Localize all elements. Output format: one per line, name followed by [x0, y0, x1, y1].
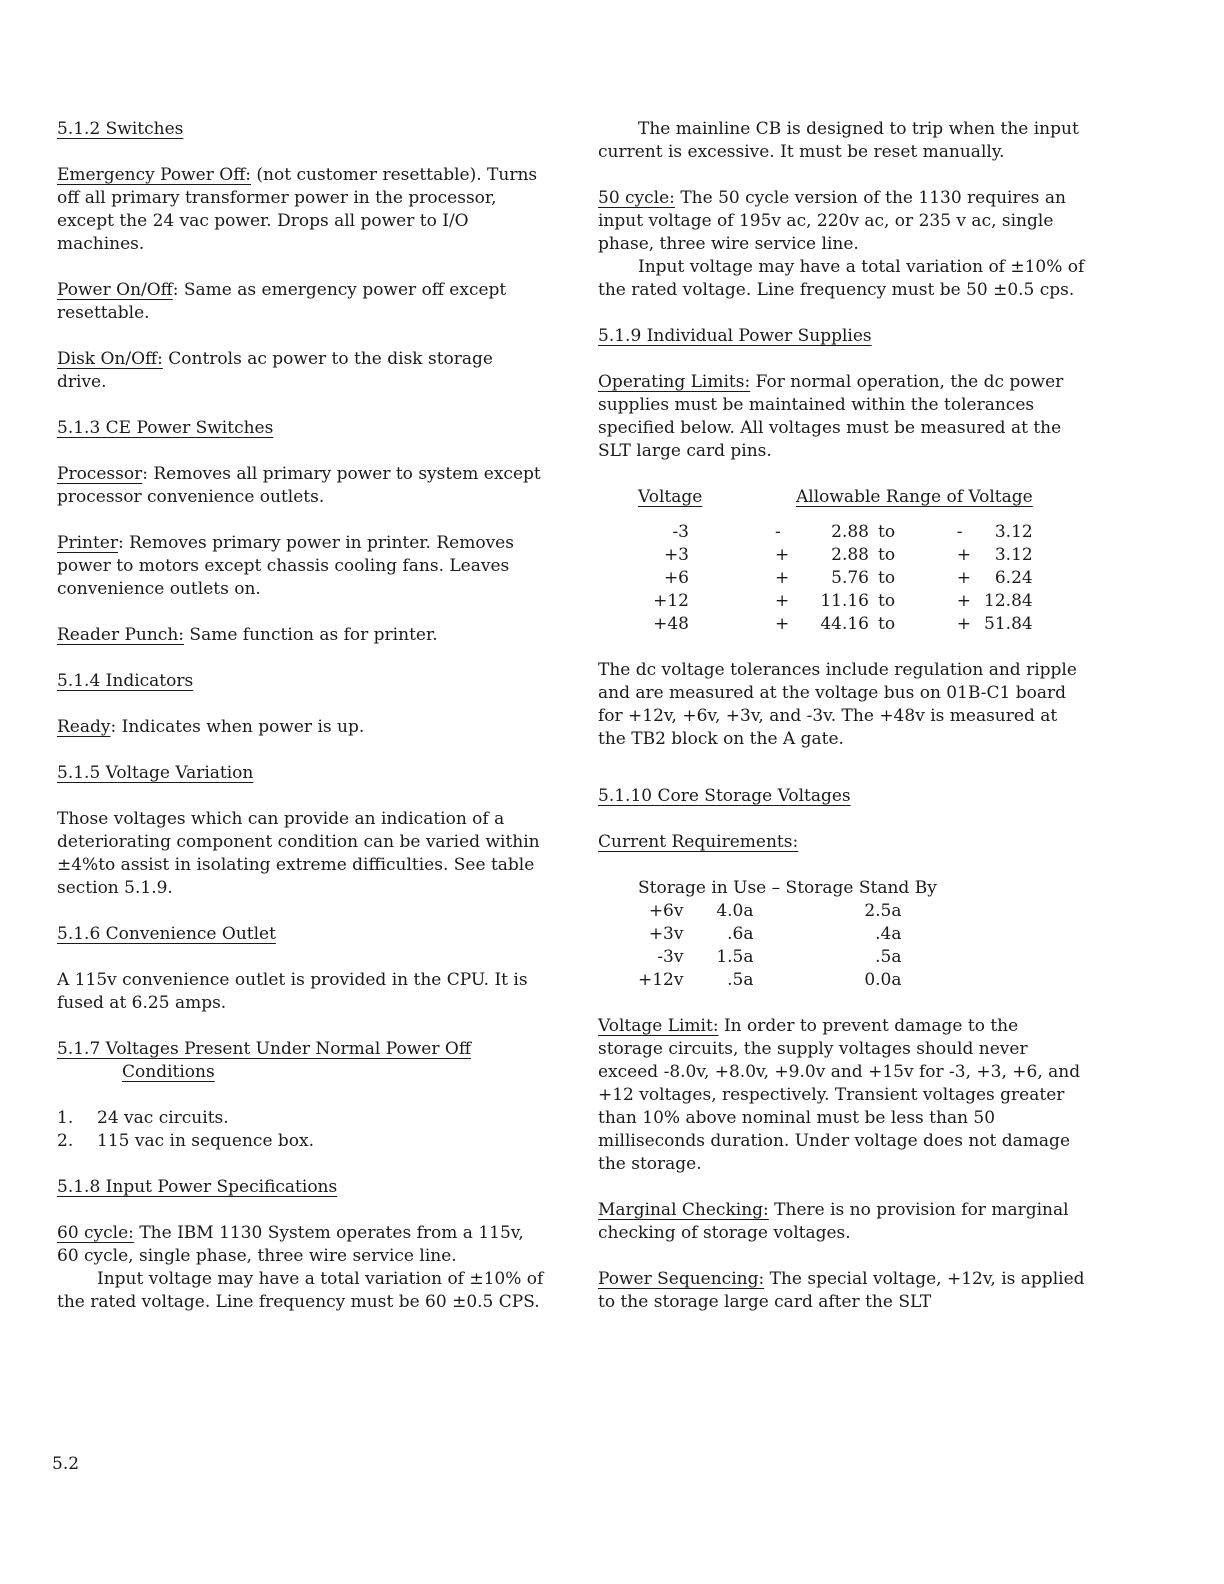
table-row: +6 + 5.76 to + 6.24	[663, 568, 1033, 588]
table-row: -3 - 2.88 to - 3.12	[672, 522, 1033, 542]
disk-on-off-label: Disk On/Off:	[57, 349, 163, 369]
convenience-outlet-paragraph: A 115v convenience outlet is provided in the CPU. It is fused at 6.25 amps.	[57, 970, 528, 1013]
right-column	[598, 118, 1088, 1314]
current-requirements-label: Current Requirements:	[598, 832, 799, 852]
list-item: 2. 115 vac in sequence box.	[57, 1131, 315, 1151]
section-5-1-9-heading: 5.1.9 Individual Power Supplies	[598, 326, 872, 346]
core-storage-current-table	[638, 877, 937, 992]
storage-stand-by-header: Storage Stand By	[785, 878, 937, 898]
table-row: +48 + 44.16 to + 51.84	[653, 614, 1033, 634]
marginal-checking-paragraph: Marginal Checking: There is no provision for marginal checking of storage voltages.	[598, 1200, 1069, 1243]
dc-tolerance-paragraph: The dc voltage tolerances include regulation and ripple and are measured at the voltage bus on 01B-C1 board for +12v, +6v, +3v, and -3v. The +48v is measured at the TB2 block on the A gate.	[598, 660, 1077, 749]
reader-punch-label: Reader Punch:	[57, 625, 185, 645]
power-sequencing-paragraph: Power Sequencing: The special voltage, +12v, is applied to the storage large card after the SLT	[598, 1269, 1085, 1312]
mainline-cb-paragraph: The mainline CB is designed to trip when the input current is excessive. It must be reset manually.	[598, 119, 1079, 162]
list-item: 1. 24 vac circuits.	[57, 1108, 229, 1128]
header-dash: –	[771, 878, 781, 898]
cycle-50-paragraph: 50 cycle: The 50 cycle version of the 1130 requires an input voltage of 195v ac, 220v ac, or 235 v ac, single phase, three wire service line.	[598, 188, 1066, 254]
ready-label: Ready	[57, 717, 111, 737]
voltage-range-table	[638, 486, 1033, 636]
section-5-1-4-heading: 5.1.4 Indicators	[57, 671, 194, 691]
left-column	[57, 118, 547, 1314]
section-5-1-7-heading: 5.1.7 Voltages Present Under Normal Power Off	[57, 1039, 471, 1059]
section-5-1-3-heading: 5.1.3 CE Power Switches	[57, 418, 274, 438]
printer-paragraph: Printer: Removes primary power in printer. Removes power to motors except chassis cooling fans. Leaves convenience outlets on.	[57, 533, 514, 599]
section-5-1-7-heading-cont: Conditions	[122, 1062, 215, 1082]
table-row: +12v .5a 0.0a	[638, 970, 902, 990]
section-5-1-10-heading: 5.1.10 Core Storage Voltages	[598, 786, 851, 806]
power-on-off-label: Power On/Off	[57, 280, 173, 300]
page-number: 5.2	[52, 1454, 80, 1474]
emergency-power-off-label: Emergency Power Off:	[57, 165, 252, 185]
voltage-limit-label: Voltage Limit:	[598, 1016, 719, 1036]
table-header-row	[638, 877, 937, 900]
cycle-60-label: 60 cycle:	[57, 1223, 134, 1243]
cycle-60-paragraph: 60 cycle: The IBM 1130 System operates from a 115v, 60 cycle, single phase, three wire service line.	[57, 1223, 524, 1266]
reader-punch-paragraph: Reader Punch: Same function as for printer.	[57, 625, 438, 645]
processor-paragraph: Processor: Removes all primary power to system except processor convenience outlets.	[57, 464, 541, 507]
power-sequencing-label: Power Sequencing:	[598, 1269, 765, 1289]
cycle-50-variation-paragraph: Input voltage may have a total variation of ±10% of the rated voltage. Line frequency must be 50 ±0.5 cps.	[598, 257, 1085, 300]
voltage-limit-paragraph: Voltage Limit: In order to prevent damage to the storage circuits, the supply voltages should never exceed -8.0v, +8.0v, +9.0v and +15v for -3, +3, +6, and +12 voltages, respectively. Transient voltages greater than 10% above nominal must be less than 50 milliseconds duration. Under voltage does not damage the storage.	[598, 1016, 1081, 1174]
storage-in-use-header: Storage in Use	[638, 878, 767, 898]
voltage-column-header: Voltage	[638, 487, 703, 507]
operating-limits-label: Operating Limits:	[598, 372, 751, 392]
disk-on-off-paragraph: Disk On/Off: Controls ac power to the disk storage drive.	[57, 349, 493, 392]
cycle-60-variation-paragraph: Input voltage may have a total variation of ±10% of the rated voltage. Line frequency must be 60 ±0.5 CPS.	[57, 1269, 544, 1312]
operating-limits-paragraph: Operating Limits: For normal operation, the dc power supplies must be maintained within the tolerances specified below. All voltages must be measured at the SLT large card pins.	[598, 372, 1064, 461]
table-header-row	[638, 486, 1033, 509]
section-5-1-6-heading: 5.1.6 Convenience Outlet	[57, 924, 276, 944]
printer-label: Printer	[57, 533, 118, 553]
voltage-variation-paragraph: Those voltages which can provide an indication of a deteriorating component condition can be varied within ±4%to assist in isolating extreme difficulties. See table section 5.1.9.	[57, 809, 540, 898]
range-column-header: Allowable Range of Voltage	[796, 487, 1033, 507]
ready-paragraph: Ready: Indicates when power is up.	[57, 717, 365, 737]
section-5-1-5-heading: 5.1.5 Voltage Variation	[57, 763, 254, 783]
marginal-checking-label: Marginal Checking:	[598, 1200, 769, 1220]
table-row: -3v 1.5a .5a	[657, 947, 902, 967]
emergency-power-off-paragraph: Emergency Power Off: (not customer resettable). Turns off all primary transformer power in the processor, except the 24 vac power. Drops all power to I/O machines.	[57, 165, 538, 254]
table-row: +6v 4.0a 2.5a	[648, 901, 902, 921]
table-row: +3v .6a .4a	[648, 924, 902, 944]
table-row: +12 + 11.16 to + 12.84	[653, 591, 1033, 611]
table-row: +3 + 2.88 to + 3.12	[663, 545, 1033, 565]
processor-label: Processor	[57, 464, 143, 484]
cycle-50-label: 50 cycle:	[598, 188, 675, 208]
section-5-1-8-heading: 5.1.8 Input Power Specifications	[57, 1177, 338, 1197]
power-on-off-paragraph: Power On/Off: Same as emergency power off except resettable.	[57, 280, 507, 323]
section-5-1-2-heading: 5.1.2 Switches	[57, 119, 184, 139]
